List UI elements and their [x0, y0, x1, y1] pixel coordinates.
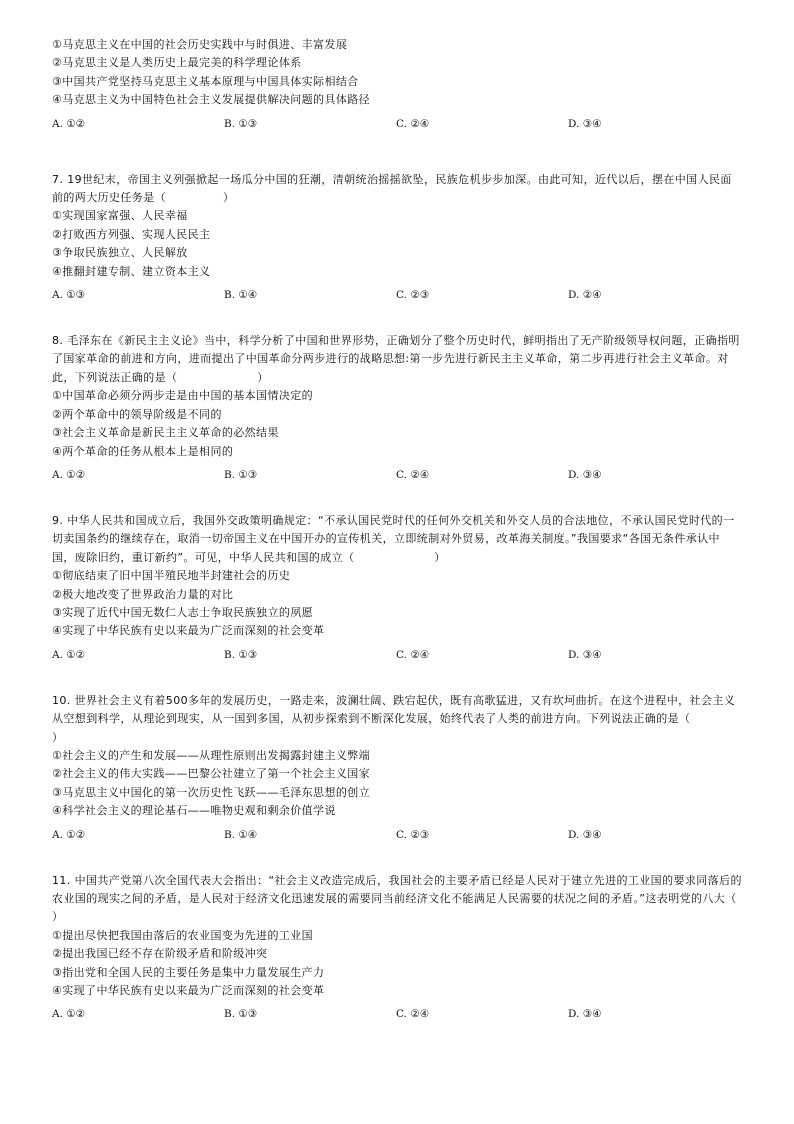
statement-1: ①实现国家富强、人民幸福	[52, 209, 188, 223]
statement-2: ②马克思主义是人类历史上最完美的科学理论体系	[52, 56, 302, 70]
question-stem: 7. 19世纪末，帝国主义列强掀起一场瓜分中国的狂潮，清朝统治摇摇欲坠，民族危机步步加深。由此可知，近代以后，摆在中国人民面前的两大历史任务是（ ）	[52, 172, 732, 205]
option-b[interactable]: B. ①④	[224, 289, 258, 302]
option-b[interactable]: B. ①③	[224, 468, 258, 481]
statement-2: ②两个革命中的领导阶级是不同的	[52, 407, 222, 421]
option-a[interactable]: A. ①②	[52, 468, 86, 481]
statement-4: ④两个革命的任务从根本上是相同的	[52, 444, 234, 458]
question-8	[52, 332, 742, 484]
statement-1: ①社会主义的产生和发展——从理性原则出发揭露封建主义弊端	[52, 748, 371, 762]
statement-4: ④马克思主义为中国特色社会主义发展提供解决问题的具体路径	[52, 93, 371, 107]
option-c[interactable]: C. ②④	[396, 468, 430, 481]
option-b[interactable]: B. ①③	[224, 117, 258, 130]
option-d[interactable]: D. ③④	[568, 828, 602, 841]
question-9	[52, 512, 742, 664]
question-stem: 10. 世界社会主义有着500多年的发展历史，一路走来，波澜壮阔、跌宕起伏，既有高歌猛进，又有坎坷曲折。在这个进程中，社会主义从空想到科学，从理论到现实，从一国到多国，从初步探索到不断深化发展，始终代表了人类的前进方向。下列说法正确的是（ ）	[52, 693, 748, 744]
statement-2: ②社会主义的伟大实践——巴黎公社建立了第一个社会主义国家	[52, 767, 371, 781]
option-a[interactable]: A. ①②	[52, 648, 86, 661]
option-a[interactable]: A. ①②	[52, 1008, 86, 1021]
option-b[interactable]: B. ①③	[224, 648, 258, 661]
option-c[interactable]: C. ②③	[396, 289, 430, 302]
statement-3: ③实现了近代中国无数仁人志士争取民族独立的夙愿	[52, 605, 314, 619]
statement-1: ①提出尽快把我国由落后的农业国变为先进的工业国	[52, 928, 314, 942]
answer-options	[52, 826, 742, 844]
question-stem: 8. 毛泽东在《新民主主义论》当中，科学分析了中国和世界形势，正确划分了整个历史时代，鲜明指出了无产阶级领导权问题，正确指明了国家革命的前进和方向，进而提出了中国革命分两步进行的战略思想:第一步先进行新民主主义革命，第二步再进行社会主义革命。对此，下列说法正确的是（ ）	[52, 334, 740, 384]
answer-options	[52, 646, 742, 664]
option-a[interactable]: A. ①③	[52, 289, 86, 302]
question-stem: 9. 中华人民共和国成立后，我国外交政策明确规定：“不承认国民党时代的任何外交机关和外交人员的合法地位，不承认国民党时代的一切卖国条约的继续存在，取消一切帝国主义在中国开办的宣传机关，立即统制对外贸易，改革海关制度。”我国要求“各国无条件承认中国，废除旧约，重订新约”。可见，中华人民共和国的成立（ ）	[52, 513, 735, 564]
option-c[interactable]: C. ②④	[396, 648, 430, 661]
answer-options	[52, 466, 742, 484]
option-b[interactable]: B. ①③	[224, 1008, 258, 1021]
statement-2: ②打败西方列强、实现人民民主	[52, 227, 211, 241]
option-c[interactable]: C. ②③	[396, 828, 430, 841]
option-d[interactable]: D. ②④	[568, 289, 602, 302]
statement-4: ④推翻封建专制、建立资本主义	[52, 264, 211, 278]
question-6-tail	[52, 36, 742, 133]
option-a[interactable]: A. ①②	[52, 828, 86, 841]
question-10	[52, 692, 748, 844]
statement-4: ④实现了中华民族有史以来最为广泛而深刻的社会变革	[52, 984, 325, 998]
option-d[interactable]: D. ③④	[568, 117, 602, 130]
statement-4: ④科学社会主义的理论基石——唯物史观和剩余价值学说	[52, 804, 336, 818]
question-stem: 11. 中国共产党第八次全国代表大会指出：“社会主义改造完成后，我国社会的主要矛盾已经是人民对于建立先进的工业国的要求同落后的农业国的现实之间的矛盾，是人民对于经济文化迅速发展的需要同当前经济文化不能满足人民需要的状况之间的矛盾。”这表明党的八大（ ）	[52, 873, 794, 924]
question-11	[52, 872, 794, 1024]
answer-options	[52, 1005, 742, 1023]
question-7	[52, 171, 742, 304]
answer-options	[52, 286, 742, 304]
option-c[interactable]: C. ②④	[396, 1008, 430, 1021]
statement-4: ④实现了中华民族有史以来最为广泛而深刻的社会变革	[52, 624, 325, 638]
statement-2: ②极大地改变了世界政治力量的对比	[52, 587, 234, 601]
option-a[interactable]: A. ①②	[52, 117, 86, 130]
exam-page	[52, 36, 794, 1023]
option-d[interactable]: D. ③④	[568, 468, 602, 481]
statement-1: ①马克思主义在中国的社会历史实践中与时俱进、丰富发展	[52, 38, 348, 51]
option-d[interactable]: D. ③④	[568, 648, 602, 661]
statement-3: ③社会主义革命是新民主主义革命的必然结果	[52, 426, 279, 440]
statement-3: ③争取民族独立、人民解放	[52, 246, 188, 260]
statement-1: ①彻底结束了旧中国半殖民地半封建社会的历史	[52, 569, 291, 583]
statement-3: ③指出党和全国人民的主要任务是集中力量发展生产力	[52, 965, 325, 979]
statement-3: ③马克思主义中国化的第一次历史性飞跃——毛泽东思想的创立	[52, 785, 371, 799]
statement-2: ②提出我国已经不存在阶级矛盾和阶级冲突	[52, 947, 268, 961]
option-b[interactable]: B. ①④	[224, 828, 258, 841]
option-c[interactable]: C. ②④	[396, 117, 430, 130]
statement-1: ①中国革命必须分两步走是由中国的基本国情决定的	[52, 389, 314, 403]
answer-options	[52, 115, 742, 133]
statement-3: ③中国共产党坚持马克思主义基本原理与中国具体实际相结合	[52, 74, 359, 88]
option-d[interactable]: D. ③④	[568, 1008, 602, 1021]
